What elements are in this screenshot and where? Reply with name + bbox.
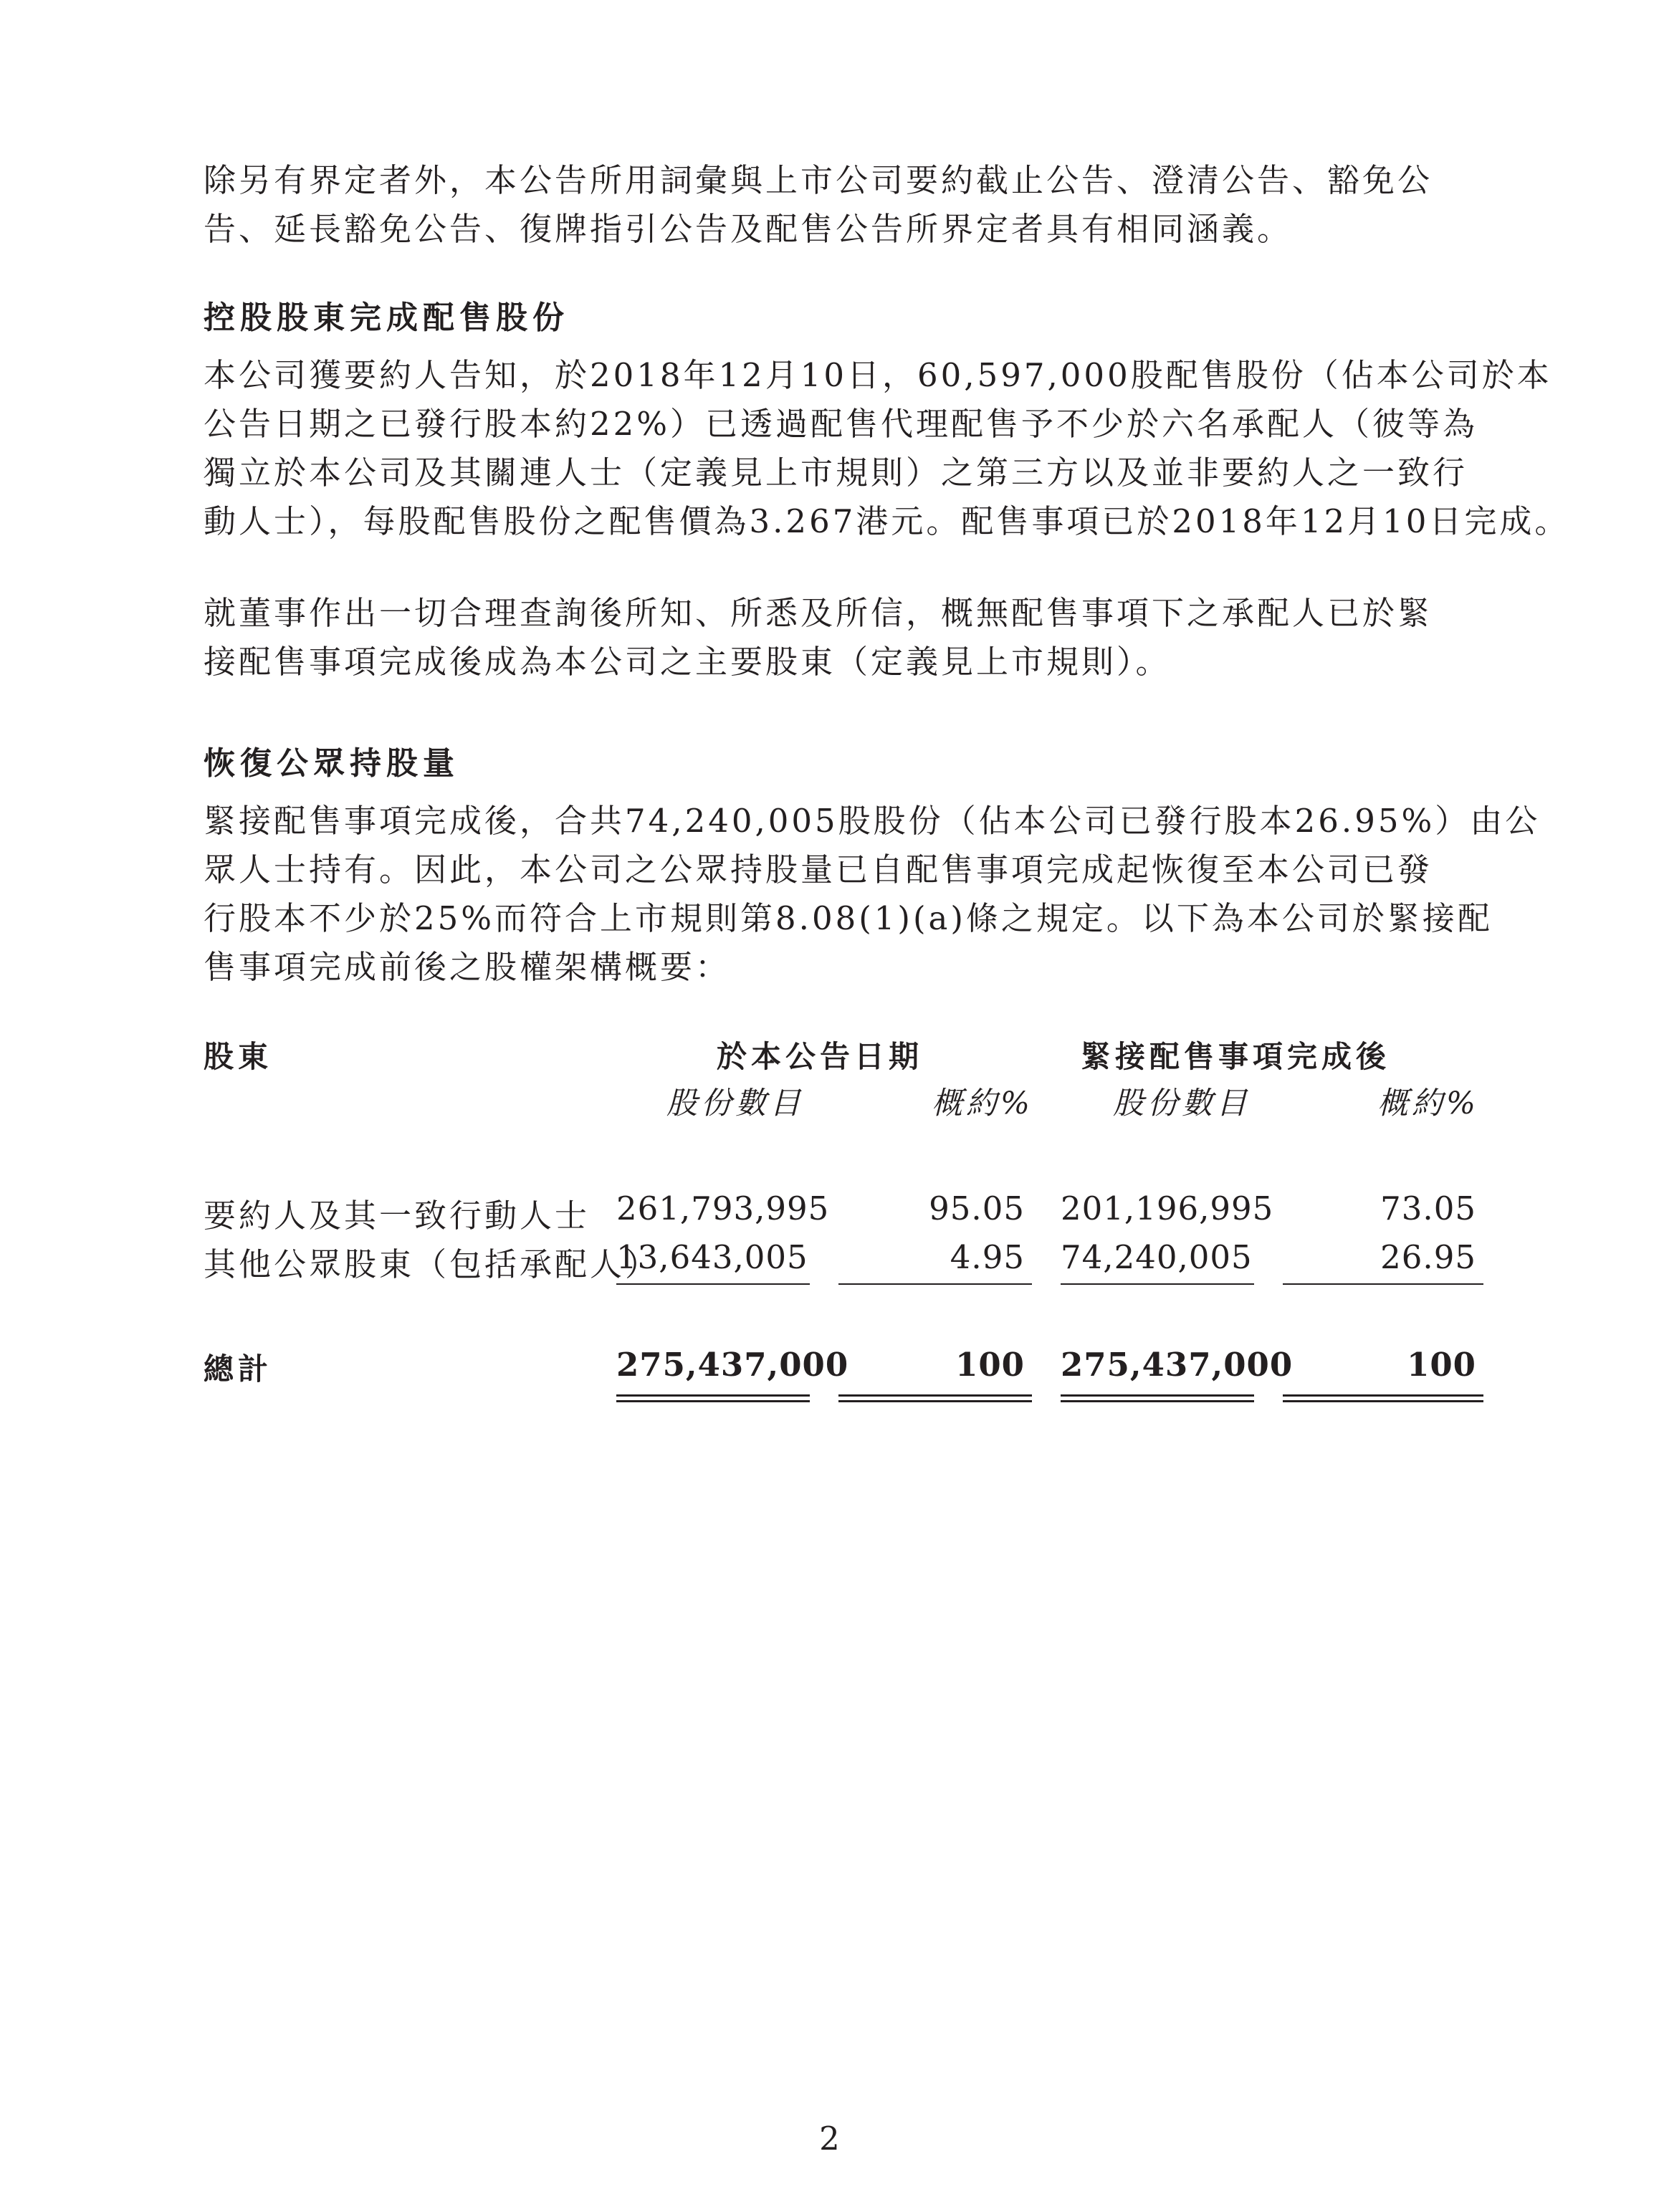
pct-after: 73.05 <box>1380 1189 1476 1227</box>
paragraph-line: 售事項完成前後之股權架構概要： <box>204 948 731 986</box>
subtotal-rule <box>838 1283 1032 1285</box>
column-group-announcement-date: 於本公告日期 <box>717 1039 924 1074</box>
subtotal-rule <box>1283 1283 1483 1285</box>
subtotal-rule <box>1061 1283 1254 1285</box>
placing-completion-paragraph <box>204 351 1570 546</box>
shares-before: 13,643,005 <box>616 1238 808 1276</box>
paragraph-line: 本公司獲要約人告知，於2018年12月10日，60,597,000股配售股份（佔本公司於本 <box>204 356 1552 394</box>
column-group-after-placing: 緊接配售事項完成後 <box>1081 1039 1391 1074</box>
pct-after: 26.95 <box>1380 1238 1476 1276</box>
paragraph-line: 就董事作出一切合理查詢後所知、所悉及所信，概無配售事項下之承配人已於緊 <box>204 594 1433 632</box>
section-heading-public-float: 恢復公眾持股量 <box>204 745 459 782</box>
total-label: 總計 <box>204 1351 273 1387</box>
total-double-rule <box>1061 1394 1254 1402</box>
paragraph-line: 接配售事項完成後成為本公司之主要股東（定義見上市規則）。 <box>204 643 1171 681</box>
subtotal-rule <box>616 1283 810 1285</box>
paragraph-line: 獨立於本公司及其關連人士（定義見上市規則）之第三方以及並非要約人之一致行 <box>204 454 1468 492</box>
subheader-pct-1: 概約% <box>932 1086 1033 1121</box>
subheader-pct-2: 概約% <box>1377 1086 1479 1121</box>
paragraph-line: 眾人士持有。因此，本公司之公眾持股量已自配售事項完成起恢復至本公司已發 <box>204 851 1433 889</box>
subheader-shares-1: 股份數目 <box>666 1086 804 1121</box>
shares-after: 74,240,005 <box>1061 1238 1253 1276</box>
total-double-rule <box>616 1394 810 1402</box>
shares-after: 201,196,995 <box>1061 1189 1274 1227</box>
total-double-rule <box>838 1394 1032 1402</box>
column-header-shareholder: 股東 <box>204 1039 273 1074</box>
section-heading-placing-completion: 控股股東完成配售股份 <box>204 300 569 336</box>
total-pct-before: 100 <box>955 1346 1025 1384</box>
public-float-paragraph <box>204 797 1541 992</box>
substantial-shareholder-paragraph <box>204 589 1486 686</box>
total-shares-before: 275,437,000 <box>616 1346 849 1384</box>
paragraph-line: 行股本不少於25%而符合上市規則第8.08(1)(a)條之規定。以下為本公司於緊接配 <box>204 899 1493 937</box>
subheader-shares-2: 股份數目 <box>1113 1086 1251 1121</box>
total-pct-after: 100 <box>1407 1346 1476 1384</box>
intro-line: 除另有界定者外，本公告所用詞彙與上市公司要約截止公告、澄清公告、豁免公 <box>204 161 1433 199</box>
intro-line: 告、延長豁免公告、復牌指引公告及配售公告所界定者具有相同涵義。 <box>204 210 1293 248</box>
paragraph-line: 緊接配售事項完成後，合共74,240,005股股份（佔本公司已發行股本26.95%）由公 <box>204 802 1541 840</box>
pct-before: 4.95 <box>950 1238 1025 1276</box>
paragraph-line: 公告日期之已發行股本約22%）已透過配售代理配售予不少於六名承配人（彼等為 <box>204 405 1478 443</box>
row-label: 要約人及其一致行動人士 <box>204 1197 591 1235</box>
paragraph-line: 動人士），每股配售股份之配售價為3.267港元。配售事項已於2018年12月10日完成。 <box>204 502 1570 540</box>
intro-paragraph <box>204 156 1486 254</box>
pct-before: 95.05 <box>929 1189 1025 1227</box>
page-number: 2 <box>819 2120 840 2158</box>
row-label: 其他公眾股東（包括承配人） <box>204 1245 661 1283</box>
total-double-rule <box>1283 1394 1483 1402</box>
shares-before: 261,793,995 <box>616 1189 830 1227</box>
total-shares-after: 275,437,000 <box>1061 1346 1294 1384</box>
